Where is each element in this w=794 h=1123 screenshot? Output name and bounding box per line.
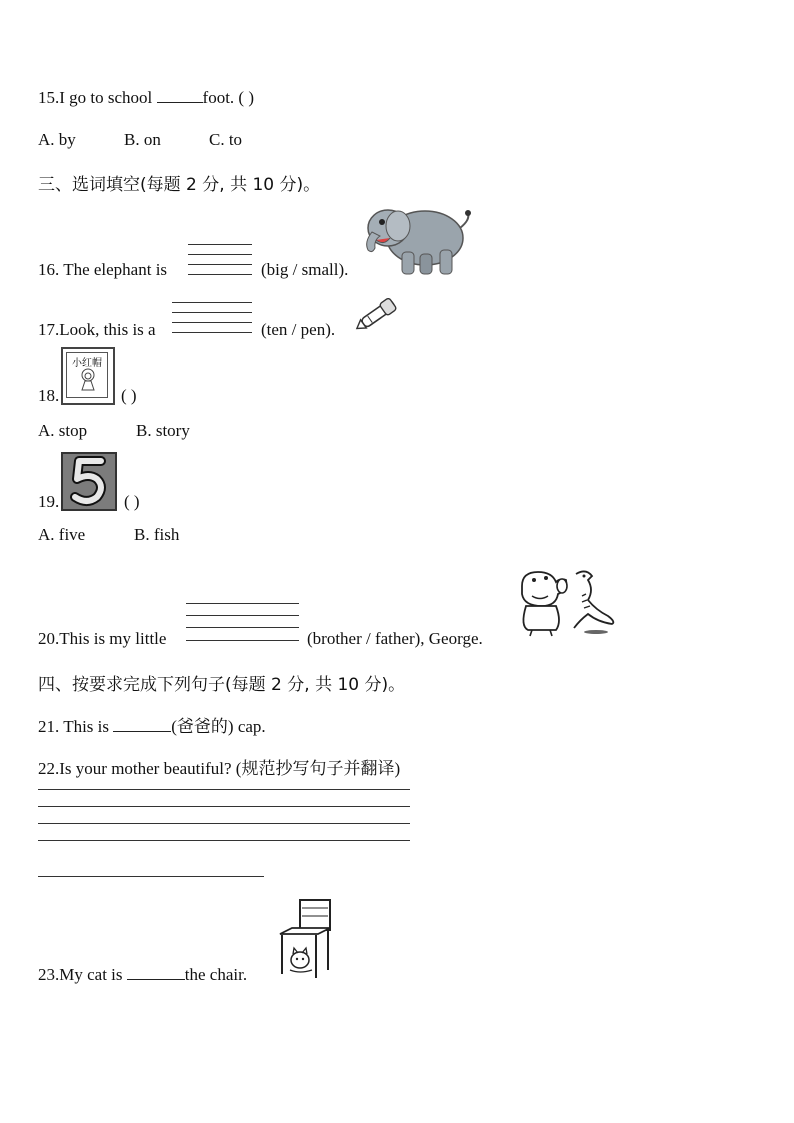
q17-choices: (ten / pen). — [261, 320, 336, 339]
q16-before: 16. The elephant is — [38, 260, 168, 279]
q17-answer-lines[interactable] — [172, 302, 252, 334]
q22-writing-line-4[interactable] — [38, 840, 410, 841]
q22-writing-line-3[interactable] — [38, 823, 410, 824]
q20-after: (brother / father), George. — [307, 629, 483, 648]
q23-answer-blank[interactable] — [127, 965, 185, 980]
q15-option-b[interactable]: B. on — [124, 130, 161, 149]
book-title: 小红帽 — [72, 358, 102, 369]
q15-option-a[interactable]: A. by — [38, 130, 76, 149]
pig-with-dinosaur-icon — [512, 566, 620, 638]
q16-choices: (big / small). — [261, 260, 349, 279]
q23-line — [38, 965, 247, 985]
elephant-icon — [360, 200, 475, 278]
q23-before: 23.My cat is — [38, 965, 123, 984]
five-digit-icon — [69, 457, 109, 505]
section-3-title: 三、选词填空(每题 2 分, 共 10 分)。 — [38, 175, 321, 195]
q15-after-text: foot. ( ) — [202, 88, 254, 107]
book-picture — [61, 347, 115, 405]
q15-stem-text: 15.I go to school — [38, 88, 153, 107]
pen-icon — [354, 292, 404, 334]
book-inner — [66, 352, 108, 398]
girl-icon — [77, 368, 99, 392]
q15-option-c[interactable]: C. to — [209, 130, 243, 149]
q18-bracket[interactable]: ( ) — [121, 386, 137, 405]
q18-option-a[interactable]: A. stop — [38, 421, 88, 440]
q18-number: 18. — [38, 386, 60, 405]
q22-writing-line-1[interactable] — [38, 789, 410, 790]
q15-stem — [38, 88, 254, 108]
q23-after: the chair. — [184, 965, 248, 984]
q21-line — [38, 712, 266, 737]
q19-option-a[interactable]: A. five — [38, 525, 86, 544]
cat-under-chair-icon — [278, 898, 336, 980]
q22-writing-line-2[interactable] — [38, 806, 410, 807]
q19-option-b[interactable]: B. fish — [134, 525, 180, 544]
q18-option-b[interactable]: B. story — [136, 421, 190, 440]
q16-answer-lines[interactable] — [188, 244, 252, 276]
q20-answer-lines[interactable] — [186, 603, 299, 641]
q22-stem: 22.Is your mother beautiful? (规范抄写句子并翻译) — [38, 759, 401, 778]
q19-bracket[interactable]: ( ) — [124, 492, 140, 511]
q21-after: (爸爸的) cap. — [171, 717, 266, 736]
number-five-picture — [61, 452, 117, 511]
q15-answer-blank[interactable] — [157, 88, 203, 103]
q21-before: 21. This is — [38, 717, 110, 736]
q19-number: 19. — [38, 492, 60, 511]
section-4-title: 四、按要求完成下列句子(每题 2 分, 共 10 分)。 — [38, 675, 406, 695]
q21-answer-blank[interactable] — [113, 717, 171, 732]
q17-before: 17.Look, this is a — [38, 320, 156, 339]
q22-translation-line[interactable] — [38, 876, 264, 877]
q20-before: 20.This is my little — [38, 629, 167, 648]
